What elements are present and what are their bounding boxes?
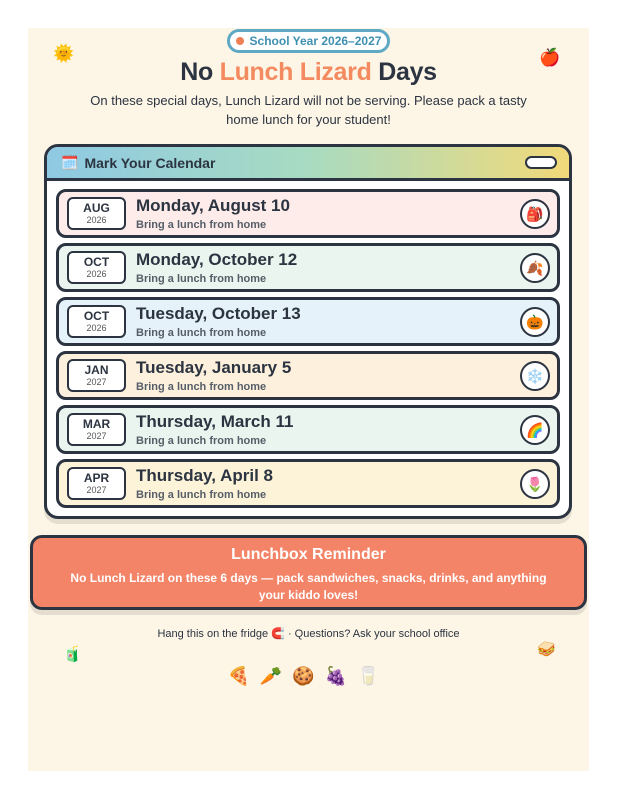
autumn-leaves-icon: 🍂 bbox=[520, 253, 550, 283]
calendar-header-title: Mark Your Calendar bbox=[84, 154, 216, 171]
rainbow-icon: 🌈 bbox=[520, 415, 550, 445]
date-box bbox=[67, 251, 126, 284]
date-month: APR bbox=[83, 471, 110, 485]
date-label: Monday, August 10 bbox=[136, 195, 290, 215]
milk-icon: 🥛 bbox=[357, 666, 390, 686]
sandwich-icon: 🥪 bbox=[537, 641, 556, 658]
date-details bbox=[136, 304, 301, 340]
date-year: 2027 bbox=[86, 485, 107, 495]
date-note: Bring a lunch from home bbox=[136, 434, 267, 447]
date-note: Bring a lunch from home bbox=[136, 326, 267, 339]
date-details bbox=[136, 466, 273, 502]
calendar-icon: 🗓️ bbox=[61, 154, 79, 170]
date-row bbox=[56, 351, 560, 400]
footer-suffix: · Questions? Ask your school office bbox=[284, 628, 460, 640]
dot-icon bbox=[236, 37, 244, 45]
date-label: Monday, October 12 bbox=[136, 249, 298, 269]
carrot-icon: 🥕 bbox=[259, 666, 293, 686]
date-month: MAR bbox=[82, 417, 111, 431]
pizza-icon: 🍕 bbox=[227, 666, 260, 686]
calendar-card bbox=[44, 144, 572, 519]
date-label: Thursday, March 11 bbox=[136, 411, 294, 431]
pumpkin-icon: 🎃 bbox=[520, 307, 550, 337]
lunchbox-reminder bbox=[30, 535, 587, 610]
sun-icon: 🌞 bbox=[53, 44, 75, 63]
reminder-title: Lunchbox Reminder bbox=[231, 546, 386, 563]
grapes-icon: 🍇 bbox=[324, 666, 358, 686]
calendar-header bbox=[47, 147, 569, 181]
magnet-icon: 🧲 bbox=[271, 628, 285, 640]
date-box bbox=[67, 467, 126, 500]
title-highlight: Lunch Lizard bbox=[219, 58, 372, 86]
date-month: OCT bbox=[83, 255, 110, 269]
date-month: JAN bbox=[84, 363, 109, 377]
date-box bbox=[67, 305, 126, 338]
juice-box-icon: 🧃 bbox=[63, 646, 82, 663]
date-note: Bring a lunch from home bbox=[136, 488, 267, 501]
apple-icon: 🍎 bbox=[539, 48, 561, 67]
title-prefix: No bbox=[180, 58, 220, 86]
date-note: Bring a lunch from home bbox=[136, 272, 267, 285]
date-row bbox=[56, 297, 560, 346]
date-year: 2026 bbox=[86, 269, 107, 279]
footer-note bbox=[28, 627, 589, 640]
date-list bbox=[47, 181, 569, 508]
snowflake-icon: ❄️ bbox=[520, 361, 550, 391]
date-note: Bring a lunch from home bbox=[136, 380, 267, 393]
date-month: AUG bbox=[83, 201, 110, 215]
date-label: Thursday, April 8 bbox=[136, 465, 273, 485]
date-year: 2026 bbox=[86, 215, 107, 225]
tulip-icon: 🌷 bbox=[520, 469, 550, 499]
school-year-badge bbox=[227, 29, 390, 53]
date-month: OCT bbox=[83, 309, 110, 323]
date-details bbox=[136, 358, 291, 394]
date-box bbox=[67, 413, 126, 446]
date-year: 2026 bbox=[86, 323, 107, 333]
date-box bbox=[67, 359, 126, 392]
date-details bbox=[136, 196, 290, 232]
date-row bbox=[56, 405, 560, 454]
date-label: Tuesday, October 13 bbox=[136, 303, 301, 323]
food-icons-row bbox=[28, 666, 589, 687]
flyer-page bbox=[28, 28, 589, 771]
header-pill-decoration bbox=[525, 156, 557, 169]
date-row bbox=[56, 243, 560, 292]
title-suffix: Days bbox=[371, 58, 437, 86]
reminder-body: No Lunch Lizard on these 6 days — pack sandwiches, snacks, drinks, and anything your kiddo loves! bbox=[70, 571, 547, 602]
date-row bbox=[56, 459, 560, 508]
date-label: Tuesday, January 5 bbox=[136, 357, 292, 377]
date-box bbox=[67, 197, 126, 230]
date-year: 2027 bbox=[86, 431, 107, 441]
intro-text: On these special days, Lunch Lizard will not be serving. Please pack a tasty home lunch for your student! bbox=[90, 93, 527, 127]
date-row bbox=[56, 189, 560, 238]
footer-text: Hang this on the fridge bbox=[157, 628, 269, 640]
page-title bbox=[28, 58, 589, 87]
cookie-icon: 🍪 bbox=[292, 666, 325, 686]
school-year-label: School Year 2026–2027 bbox=[249, 34, 382, 48]
date-details bbox=[136, 250, 297, 286]
backpack-icon: 🎒 bbox=[520, 199, 550, 229]
date-note: Bring a lunch from home bbox=[136, 218, 267, 231]
date-details bbox=[136, 412, 293, 448]
date-year: 2027 bbox=[86, 377, 107, 387]
